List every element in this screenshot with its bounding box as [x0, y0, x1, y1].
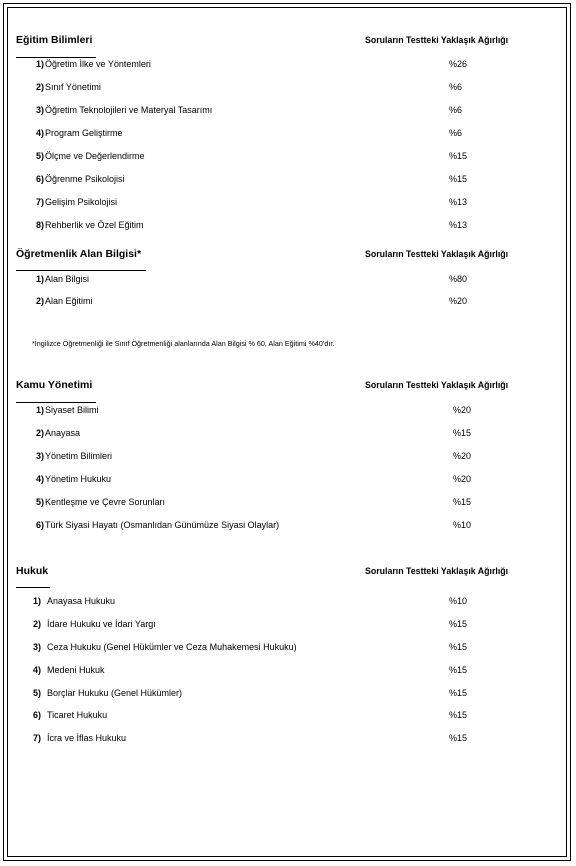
item-number: 1)	[35, 405, 44, 415]
item-number: 1)	[35, 59, 44, 69]
item-percent: %10	[449, 596, 468, 606]
item-number: 5)	[35, 497, 44, 507]
item-label: Alan Bilgisi	[45, 274, 90, 284]
item-percent: %80	[449, 274, 468, 284]
item-number: 8)	[35, 220, 44, 230]
column-header: Soruların Testteki Yaklaşık Ağırlığı	[365, 380, 509, 390]
item-label: İcra ve İflas Hukuku	[47, 733, 127, 743]
item-percent: %20	[453, 451, 472, 461]
column-header: Soruların Testteki Yaklaşık Ağırlığı	[365, 249, 509, 259]
section-underline	[16, 587, 50, 588]
item-number: 6)	[35, 174, 44, 184]
item-number: 4)	[35, 128, 44, 138]
item-percent: %26	[449, 59, 468, 69]
item-percent: %15	[449, 733, 468, 743]
item-percent: %6	[449, 82, 463, 92]
item-number: 3)	[35, 105, 44, 115]
item-number: 1)	[35, 274, 44, 284]
footnote: *İngilizce Öğretmenliği ile Sınıf Öğretmenliği alanlarında Alan Bilgisi % 60, Alan Eğitimi %40’dır.	[32, 339, 335, 348]
item-label: Türk Siyasi Hayatı (Osmanlıdan Günümüze Siyasi Olaylar)	[45, 520, 280, 530]
item-label: Yönetim Hukuku	[45, 474, 112, 484]
item-label: Kentleşme ve Çevre Sorunları	[45, 497, 166, 507]
item-percent: %15	[449, 151, 468, 161]
item-label: Anayasa	[45, 428, 81, 438]
item-label: Ceza Hukuku (Genel Hükümler ve Ceza Muhakemesi Hukuku)	[47, 642, 297, 652]
item-label: Sınıf Yönetimi	[45, 82, 101, 92]
item-number: 2)	[35, 296, 44, 306]
item-label: Öğretim İlke ve Yöntemleri	[45, 59, 151, 69]
item-label: İdare Hukuku ve İdari Yargı	[47, 619, 156, 629]
section-title-hukuk: Hukuk	[16, 565, 49, 577]
item-number: 3)	[32, 642, 41, 652]
item-number: 3)	[35, 451, 44, 461]
item-percent: %6	[449, 105, 463, 115]
item-percent: %20	[453, 405, 472, 415]
section-underline	[16, 57, 96, 58]
item-label: Yönetim Bilimleri	[45, 451, 113, 461]
item-number: 2)	[35, 428, 44, 438]
section-underline	[16, 270, 146, 271]
item-percent: %20	[449, 296, 468, 306]
item-percent: %13	[449, 220, 468, 230]
item-percent: %15	[453, 497, 472, 507]
item-percent: %15	[449, 665, 468, 675]
item-label: Siyaset Bilimi	[45, 405, 99, 415]
section-underline	[16, 402, 96, 403]
item-label: Rehberlik ve Özel Eğitim	[45, 220, 144, 230]
item-label: Ticaret Hukuku	[47, 710, 108, 720]
column-header: Soruların Testteki Yaklaşık Ağırlığı	[365, 566, 509, 576]
item-number: 6)	[32, 710, 41, 720]
item-label: Alan Eğitimi	[45, 296, 93, 306]
item-percent: %13	[449, 197, 468, 207]
item-number: 4)	[35, 474, 44, 484]
item-number: 2)	[32, 619, 41, 629]
item-number: 2)	[35, 82, 44, 92]
item-number: 6)	[35, 520, 44, 530]
section-title-ogretmenlik-alan-bilgisi: Öğretmenlik Alan Bilgisi*	[16, 248, 142, 260]
item-percent: %10	[453, 520, 472, 530]
item-number: 7)	[35, 197, 44, 207]
item-percent: %20	[453, 474, 472, 484]
item-label: Medeni Hukuk	[47, 665, 105, 675]
item-percent: %15	[449, 710, 468, 720]
section-title-kamu-yonetimi: Kamu Yönetimi	[16, 379, 93, 391]
item-percent: %15	[449, 642, 468, 652]
item-label: Borçlar Hukuku (Genel Hükümler)	[47, 688, 183, 698]
item-percent: %15	[453, 428, 472, 438]
item-label: Öğretim Teknolojileri ve Materyal Tasarımı	[45, 105, 213, 115]
item-percent: %15	[449, 688, 468, 698]
item-label: Öğrenme Psikolojisi	[45, 174, 125, 184]
section-title-egitim-bilimleri: Eğitim Bilimleri	[16, 34, 93, 46]
item-percent: %15	[449, 619, 468, 629]
item-label: Anayasa Hukuku	[47, 596, 116, 606]
column-header: Soruların Testteki Yaklaşık Ağırlığı	[365, 35, 509, 45]
item-number: 5)	[32, 688, 41, 698]
item-percent: %6	[449, 128, 463, 138]
item-number: 5)	[35, 151, 44, 161]
item-number: 7)	[32, 733, 41, 743]
item-number: 1)	[32, 596, 41, 606]
item-label: Gelişim Psikolojisi	[45, 197, 118, 207]
item-label: Ölçme ve Değerlendirme	[45, 151, 145, 161]
item-label: Program Geliştirme	[45, 128, 123, 138]
item-number: 4)	[32, 665, 41, 675]
item-percent: %15	[449, 174, 468, 184]
